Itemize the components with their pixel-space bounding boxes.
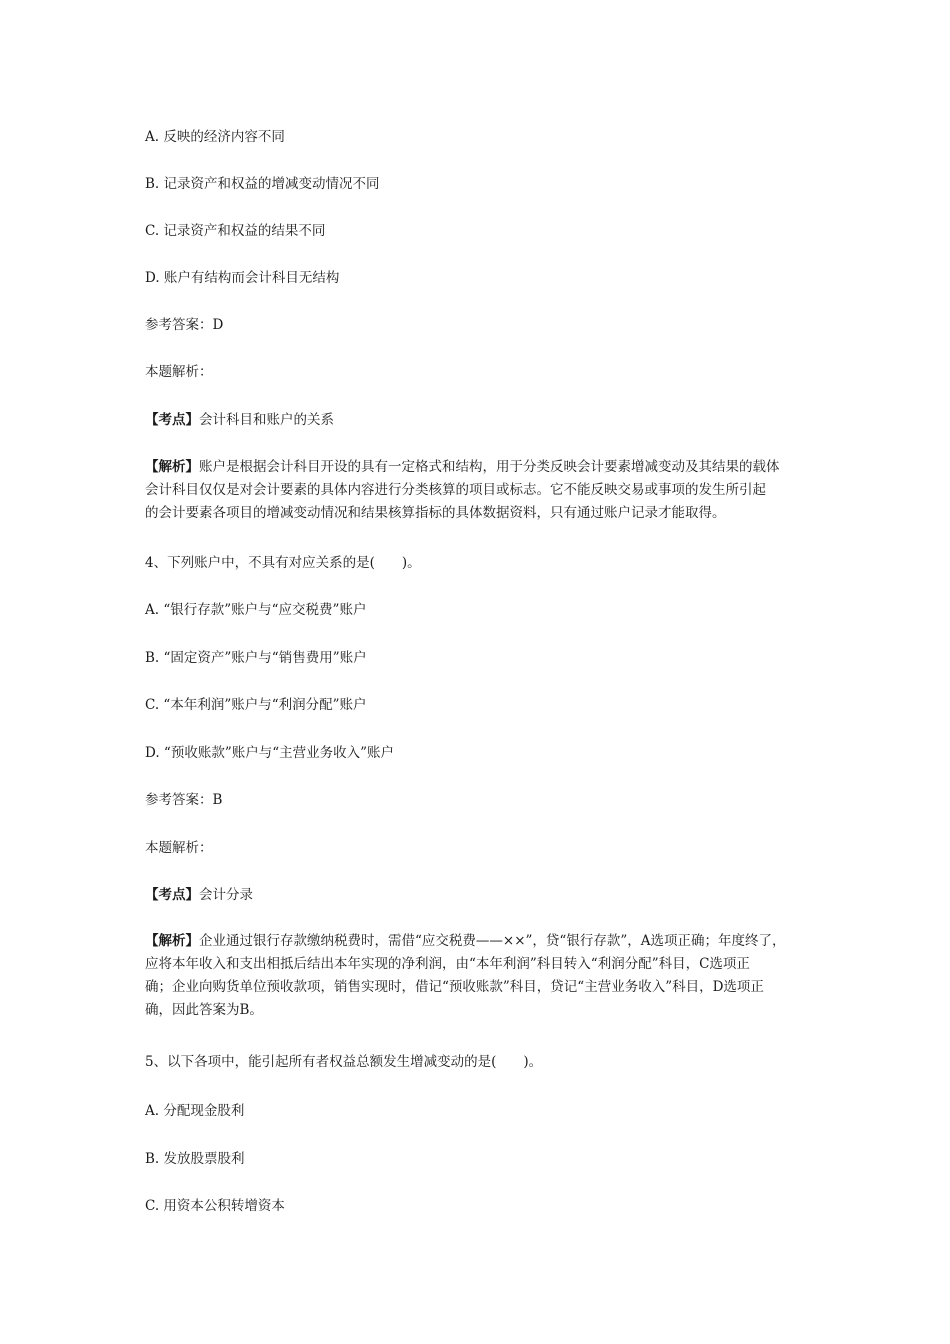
q3-jiexi-line: 会计科目仅仅是对会计要素的具体内容进行分类核算的项目或标志。它不能反映交易或事项的发生所引起 — [145, 482, 766, 498]
q4-kaodian-tag: 【考点】 — [145, 887, 199, 903]
q4-option-a: A. “银行存款”账户与“应交税费”账户 — [145, 602, 367, 618]
q5-option-b: B. 发放股票股利 — [145, 1151, 245, 1167]
q4-option-c: C. “本年利润”账户与“利润分配”账户 — [145, 697, 367, 713]
q3-option-c: C. 记录资产和权益的结果不同 — [145, 223, 326, 239]
q4-jiexi-tag: 【解析】 — [145, 933, 199, 949]
q5-option-c: C. 用资本公积转增资本 — [145, 1198, 285, 1214]
q4-jiexi-line: 确；企业向购货单位预收款项，销售实现时，借记“预收账款”科目，贷记“主营业务收入”科目，D选项正 — [145, 979, 764, 995]
q3-kaodian-tag: 【考点】 — [145, 412, 199, 428]
q5-option-a: A. 分配现金股利 — [145, 1103, 245, 1119]
q3-kaodian-text: 会计科目和账户的关系 — [199, 412, 334, 428]
q4-stem: 4、下列账户中，不具有对应关系的是( )。 — [145, 555, 421, 571]
q3-option-d: D. 账户有结构而会计科目无结构 — [145, 270, 340, 286]
q3-jiexi-paragraph — [145, 456, 815, 525]
q3-answer: 参考答案：D — [145, 317, 224, 333]
q3-analysis-title: 本题解析： — [145, 364, 213, 380]
q4-kaodian — [145, 885, 253, 905]
q4-jiexi-line: 【解析】企业通过银行存款缴纳税费时，需借“应交税费——××”，贷“银行存款”，A选项正确；年度终了， — [145, 933, 786, 949]
q5-stem: 5、以下各项中，能引起所有者权益总额发生增减变动的是( )。 — [145, 1054, 543, 1070]
q3-jiexi-tag: 【解析】 — [145, 459, 199, 475]
q4-option-b: B. “固定资产”账户与“销售费用”账户 — [145, 650, 367, 666]
q3-jiexi-line: 【解析】账户是根据会计科目开设的具有一定格式和结构，用于分类反映会计要素增减变动及其结果的载体 — [145, 459, 780, 475]
q3-kaodian — [145, 410, 334, 430]
q4-answer: 参考答案：B — [145, 792, 223, 808]
q4-option-d: D. “预收账款”账户与“主营业务收入”账户 — [145, 745, 395, 761]
q4-jiexi-line: 应将本年收入和支出相抵后结出本年实现的净利润，由“本年利润”科目转入“利润分配”科目，C选项正 — [145, 956, 750, 972]
q3-option-b: B. 记录资产和权益的增减变动情况不同 — [145, 176, 380, 192]
q4-kaodian-text: 会计分录 — [199, 887, 253, 903]
q3-option-a: A. 反映的经济内容不同 — [145, 129, 285, 145]
q4-jiexi-line: 确，因此答案为B。 — [145, 1002, 263, 1018]
q4-jiexi-paragraph — [145, 930, 815, 1022]
q4-analysis-title: 本题解析： — [145, 840, 213, 856]
q3-jiexi-line: 的会计要素各项目的增减变动情况和结果核算指标的具体数据资料，只有通过账户记录才能取得。 — [145, 505, 726, 521]
